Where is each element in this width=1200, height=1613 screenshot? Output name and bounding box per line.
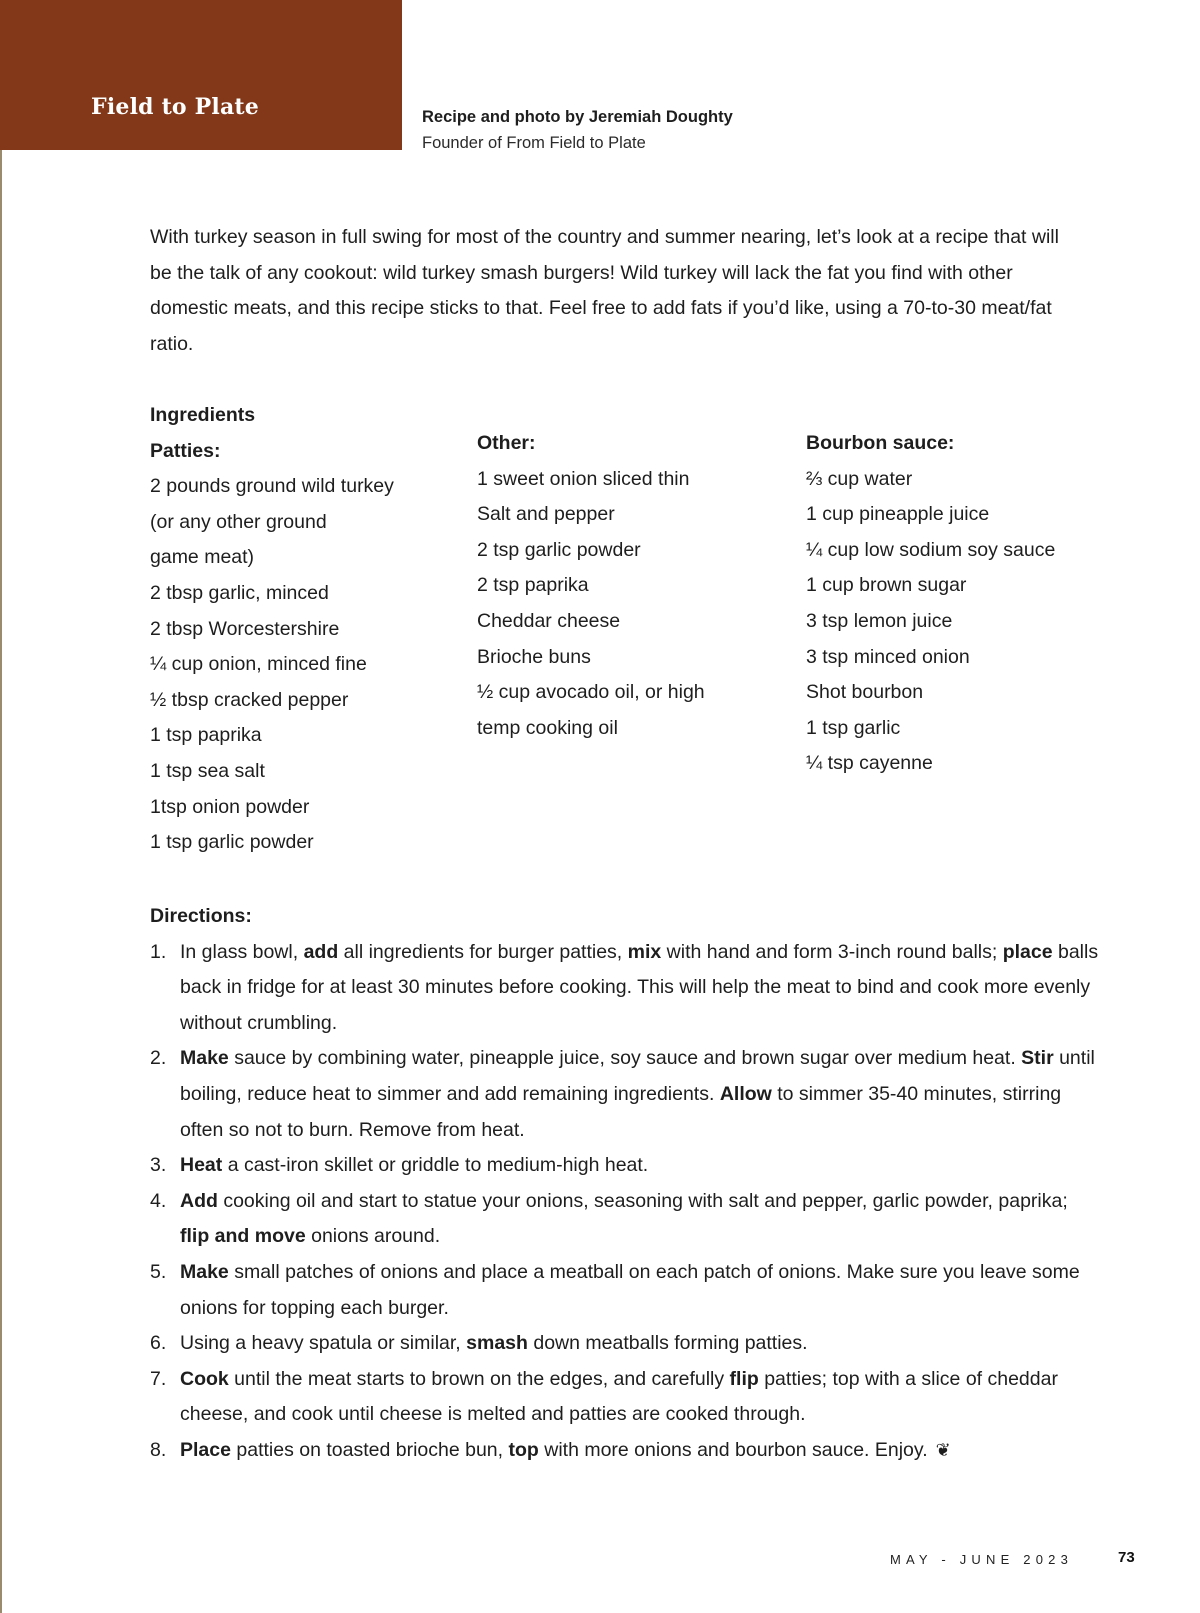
footer-issue-date: MAY - JUNE 2023 (890, 1552, 1074, 1567)
step-text-segment: onions around. (305, 1225, 441, 1248)
byline-author: Recipe and photo by Jeremiah Doughty (422, 108, 733, 126)
step-text-segment: down meatballs forming patties. (527, 1332, 808, 1355)
section-title: Field to Plate (91, 94, 259, 120)
ingredient-line: 1 cup pineapple juice (806, 503, 990, 526)
step-number: 5. (150, 1260, 167, 1283)
step-text-segment: patties; top with a slice of cheddar cheese, and cook until cheese is melted and patties are cooked through. (180, 1367, 1058, 1426)
ingredient-line: 1 sweet onion sliced thin (477, 467, 690, 490)
step-number: 4. (150, 1189, 167, 1212)
step-action-verb: Add (180, 1189, 218, 1212)
step-text (180, 1148, 1100, 1184)
step-text-segment: a cast-iron skillet or griddle to medium-high heat. (222, 1154, 649, 1177)
direction-step (150, 935, 1100, 1042)
step-text (180, 935, 1100, 1042)
step-action-verb: Stir (1021, 1047, 1054, 1070)
step-number: 7. (150, 1367, 167, 1390)
ingredient-line: temp cooking oil (477, 716, 618, 739)
step-action-verb: Make (180, 1260, 229, 1283)
ingredient-line: game meat) (150, 546, 255, 569)
step-number: 2. (150, 1047, 167, 1070)
sauce-heading: Bourbon sauce: (806, 432, 955, 454)
step-action-verb: flip (729, 1367, 759, 1390)
step-text-segment: small patches of onions and place a meatball on each patch of onions. Make sure you leave some onions for topping each burger. (180, 1260, 1080, 1319)
step-text (180, 1362, 1100, 1433)
section-banner (0, 0, 402, 150)
other-heading: Other: (477, 432, 536, 454)
step-action-verb: place (1002, 940, 1053, 963)
ingredient-line: 3 tsp minced onion (806, 645, 970, 668)
ingredient-line: ¼ cup low sodium soy sauce (806, 538, 1056, 561)
step-action-verb: Place (180, 1438, 231, 1461)
ingredient-line: ½ cup avocado oil, or high (477, 681, 705, 704)
ingredient-line: 1tsp onion powder (150, 795, 310, 818)
directions-section (150, 899, 1100, 1469)
ingredient-line: 1 tsp paprika (150, 724, 262, 747)
left-margin-rule (0, 150, 2, 1613)
ingredient-line: 1 tsp garlic (806, 716, 901, 739)
step-number: 6. (150, 1332, 167, 1355)
ingredient-line: 2 tbsp Worcestershire (150, 617, 340, 640)
step-text-segment: with more onions and bourbon sauce. Enjoy. (538, 1438, 928, 1461)
byline-role: Founder of From Field to Plate (422, 134, 646, 152)
step-text (180, 1041, 1100, 1148)
ingredient-line: ⅔ cup water (806, 467, 913, 490)
ingredient-line: 2 pounds ground wild turkey (150, 475, 394, 498)
ingredient-line: Salt and pepper (477, 503, 615, 526)
direction-step (150, 1148, 1100, 1184)
ingredient-line: ¼ tsp cayenne (806, 752, 933, 775)
ingredient-line: (or any other ground (150, 510, 327, 533)
step-text-segment: sauce by combining water, pineapple juice, soy sauce and brown sugar over medium heat. (228, 1047, 1022, 1070)
step-text (180, 1184, 1100, 1255)
step-text (180, 1255, 1100, 1326)
byline (422, 106, 733, 158)
ingredient-line: 3 tsp lemon juice (806, 609, 953, 632)
direction-step (150, 1326, 1100, 1362)
ingredients-heading: Ingredients (150, 404, 256, 426)
ingredient-line: Cheddar cheese (477, 609, 621, 632)
step-text-segment: In glass bowl, (180, 940, 304, 963)
other-list (477, 462, 705, 747)
step-text-segment: until the meat starts to brown on the edges, and carefully (228, 1367, 730, 1390)
ingredients-other-column (477, 426, 705, 746)
direction-step (150, 1184, 1100, 1255)
patties-list (150, 469, 394, 861)
ingredient-line: Brioche buns (477, 645, 591, 668)
step-number: 1. (150, 940, 167, 963)
step-action-verb: mix (627, 940, 662, 963)
ingredients-patties-column (150, 398, 394, 861)
step-action-verb: smash (466, 1332, 528, 1355)
step-action-verb: Cook (180, 1367, 229, 1390)
step-text-segment: patties on toasted brioche bun, (230, 1438, 509, 1461)
ingredient-line: 2 tsp garlic powder (477, 538, 641, 561)
ingredient-line: ½ tbsp cracked pepper (150, 688, 349, 711)
step-action-verb: Make (180, 1047, 229, 1070)
direction-step (150, 1255, 1100, 1326)
step-text-segment: balls back in fridge for at least 30 minutes before cooking. This will help the meat to bind and cook more evenly without crumbling. (180, 940, 1099, 1034)
directions-list (150, 935, 1100, 1469)
ingredient-line: 1 tsp sea salt (150, 759, 265, 782)
ingredients-sauce-column (806, 426, 1055, 782)
step-text-segment: with hand and form 3-inch round balls; (661, 940, 1003, 963)
step-text-segment: until boiling, reduce heat to simmer and add remaining ingredients. (180, 1047, 1095, 1105)
sauce-list (806, 462, 1055, 782)
step-text-segment: to simmer 35-40 minutes, stirring often so not to burn. Remove from heat. (180, 1082, 1062, 1141)
hunting-emblem-icon: ❦ (935, 1439, 951, 1460)
ingredient-line: Shot bourbon (806, 681, 924, 704)
step-text-segment: cooking oil and start to statue your onions, seasoning with salt and pepper, garlic powder, paprika; (217, 1189, 1068, 1212)
patties-heading: Patties: (150, 439, 221, 462)
ingredient-line: 1 cup brown sugar (806, 574, 967, 597)
direction-step (150, 1433, 1100, 1469)
step-number: 3. (150, 1154, 167, 1177)
ingredient-line: 1 tsp garlic powder (150, 831, 314, 854)
ingredient-line: 2 tbsp garlic, minced (150, 581, 329, 604)
direction-step (150, 1362, 1100, 1433)
step-action-verb: add (303, 940, 339, 963)
step-text (180, 1433, 1100, 1469)
directions-heading: Directions: (150, 905, 252, 927)
step-action-verb: Heat (180, 1154, 223, 1177)
step-action-verb: Allow (719, 1082, 772, 1105)
footer-page-number: 73 (1118, 1549, 1135, 1566)
ingredient-line: 2 tsp paprika (477, 574, 589, 597)
step-number: 8. (150, 1438, 167, 1461)
step-text-segment: Using a heavy spatula or similar, (180, 1332, 467, 1355)
direction-step (150, 1041, 1100, 1148)
step-text-segment: all ingredients for burger patties, (338, 940, 628, 963)
step-action-verb: top (508, 1438, 539, 1461)
intro-paragraph: With turkey season in full swing for most of the country and summer nearing, let’s look at a recipe that will be the talk of any cookout: wild turkey smash burgers! Wild turkey will lack the fat you find with other domestic meats, and this recipe sticks to that. Feel free to add fats if you’d like, using a 70-to-30 meat/fat ratio. (150, 226, 1059, 355)
ingredient-line: ¼ cup onion, minced fine (150, 653, 367, 676)
step-action-verb: flip and move (180, 1225, 306, 1248)
step-text (180, 1326, 1100, 1362)
